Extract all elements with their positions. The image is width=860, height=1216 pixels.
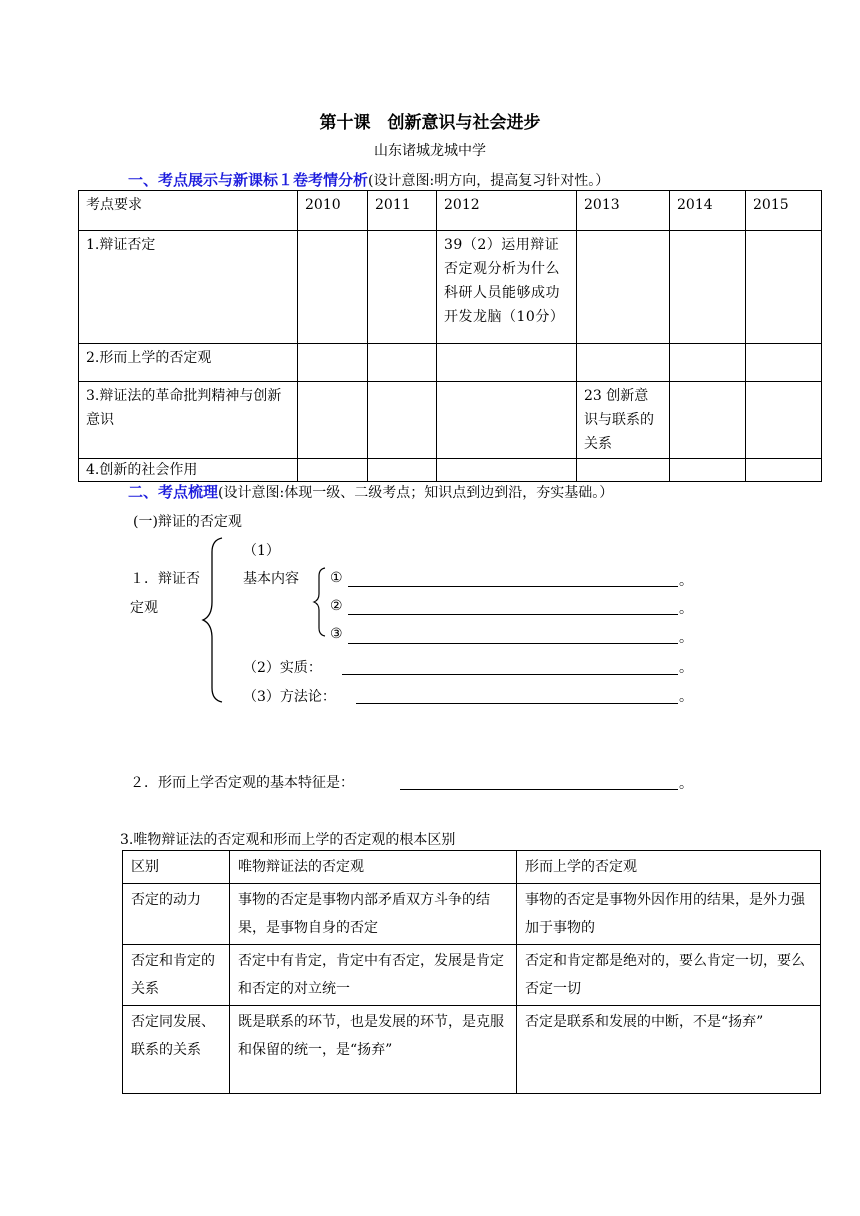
table-header: 2011 xyxy=(368,191,437,231)
topic-cell: 2.形而上学的否定观 xyxy=(79,344,298,382)
table-header: 2012 xyxy=(437,191,577,231)
table-header: 2010 xyxy=(298,191,368,231)
answer-line-method[interactable] xyxy=(356,703,678,704)
page-subtitle: 山东诸城龙城中学 xyxy=(374,143,486,159)
period: 。 xyxy=(679,689,693,705)
table-cell: 事物的否定是事物外因作用的结果，是外力强加于事物的 xyxy=(517,884,821,945)
table-cell-2013 xyxy=(577,459,670,482)
table-header: 唯物辩证法的否定观 xyxy=(230,851,517,884)
exam-analysis-table xyxy=(78,190,822,482)
left-brace xyxy=(200,536,226,704)
table-cell xyxy=(746,382,822,459)
topic-cell: 1.辩证否定 xyxy=(79,231,298,344)
table-header: 考点要求 xyxy=(79,191,298,231)
table-cell-2013 xyxy=(577,231,670,344)
table-cell xyxy=(670,231,746,344)
sub2-label: （2）实质： xyxy=(243,660,322,676)
table-header: 形而上学的否定观 xyxy=(517,851,821,884)
table-cell-2012: 39（2）运用辩证否定观分析为什么科研人员能够成功开发龙脑（10分） xyxy=(437,231,577,344)
table-row xyxy=(79,459,822,482)
circle-1: ① xyxy=(330,570,343,586)
table-row xyxy=(79,344,822,382)
table-cell xyxy=(368,459,437,482)
table-cell xyxy=(670,459,746,482)
table-header: 2013 xyxy=(577,191,670,231)
table-cell: 否定和肯定的关系 xyxy=(123,945,230,1006)
table-cell: 事物的否定是事物内部矛盾双方斗争的结果，是事物自身的否定 xyxy=(230,884,517,945)
circle-3: ③ xyxy=(330,626,343,642)
table-header-row xyxy=(123,851,821,884)
answer-line-3[interactable] xyxy=(348,643,678,644)
answer-line-1[interactable] xyxy=(348,586,678,587)
item1-label: １．辩证否 xyxy=(130,571,200,587)
compare-table xyxy=(122,850,821,1094)
part1-title: (一)辩证的否定观 xyxy=(133,514,242,530)
table-cell-2013: 23 创新意识与联系的关系 xyxy=(577,382,670,459)
table-row xyxy=(123,1006,821,1094)
answer-line-item2[interactable] xyxy=(400,789,678,790)
period: 。 xyxy=(679,630,693,646)
table-cell xyxy=(746,344,822,382)
table-cell xyxy=(670,344,746,382)
period: 。 xyxy=(679,776,693,792)
table-cell: 既是联系的环节，也是发展的环节，是克服和保留的统一，是“扬弃” xyxy=(230,1006,517,1094)
table-cell-2012 xyxy=(437,344,577,382)
period: 。 xyxy=(679,601,693,617)
answer-line-2[interactable] xyxy=(348,614,678,615)
table-cell xyxy=(298,231,368,344)
table-cell-2013 xyxy=(577,344,670,382)
period: 。 xyxy=(679,660,693,676)
table-cell xyxy=(746,231,822,344)
table-row xyxy=(79,231,822,344)
table-cell: 否定是联系和发展的中断，不是“扬弃” xyxy=(517,1006,821,1094)
sub3-label: （3）方法论： xyxy=(243,689,336,705)
section2-title: 二、考点梳理 xyxy=(128,483,219,501)
sub1-label: （1） xyxy=(243,543,280,559)
table-row xyxy=(123,945,821,1006)
section1-title: 一、考点展示与新课标１卷考情分析 xyxy=(128,171,369,189)
item1-label-cont: 定观 xyxy=(130,600,158,616)
table-row xyxy=(79,382,822,459)
table-header-row xyxy=(79,191,822,231)
table-cell xyxy=(670,382,746,459)
table-cell: 否定和肯定都是绝对的，要么肯定一切，要么否定一切 xyxy=(517,945,821,1006)
table-cell xyxy=(746,459,822,482)
basic-content-label: 基本内容 xyxy=(243,571,299,587)
section2-note: (设计意图:体现一级、二级考点；知识点到边到沿，夯实基础。） xyxy=(218,485,614,501)
table-cell xyxy=(298,459,368,482)
section1-note: (设计意图:明方向，提高复习针对性。） xyxy=(368,173,610,189)
table-cell: 否定中有肯定，肯定中有否定，发展是肯定和否定的对立统一 xyxy=(230,945,517,1006)
table-cell-2012 xyxy=(437,382,577,459)
answer-line-essence[interactable] xyxy=(342,674,678,675)
page-title: 第十课 创新意识与社会进步 xyxy=(319,113,541,133)
table-cell: 否定同发展、联系的关系 xyxy=(123,1006,230,1094)
table-cell xyxy=(368,231,437,344)
item2-label: ２．形而上学否定观的基本特征是： xyxy=(130,775,354,791)
table-cell: 否定的动力 xyxy=(123,884,230,945)
table-cell xyxy=(368,382,437,459)
section2-heading xyxy=(128,481,613,502)
table-cell xyxy=(368,344,437,382)
table-cell-2012 xyxy=(437,459,577,482)
period: 。 xyxy=(679,573,693,589)
table-cell xyxy=(298,344,368,382)
section1-heading xyxy=(128,169,609,190)
table-cell xyxy=(298,382,368,459)
circle-2: ② xyxy=(330,598,343,614)
table-header: 2015 xyxy=(746,191,822,231)
item3-label: 3.唯物辩证法的否定观和形而上学的否定观的根本区别 xyxy=(120,832,456,848)
table-row xyxy=(123,884,821,945)
small-brace xyxy=(312,566,328,638)
topic-cell: 4.创新的社会作用 xyxy=(79,459,298,482)
topic-cell: 3.辩证法的革命批判精神与创新意识 xyxy=(79,382,298,459)
table-header: 2014 xyxy=(670,191,746,231)
table-header: 区别 xyxy=(123,851,230,884)
